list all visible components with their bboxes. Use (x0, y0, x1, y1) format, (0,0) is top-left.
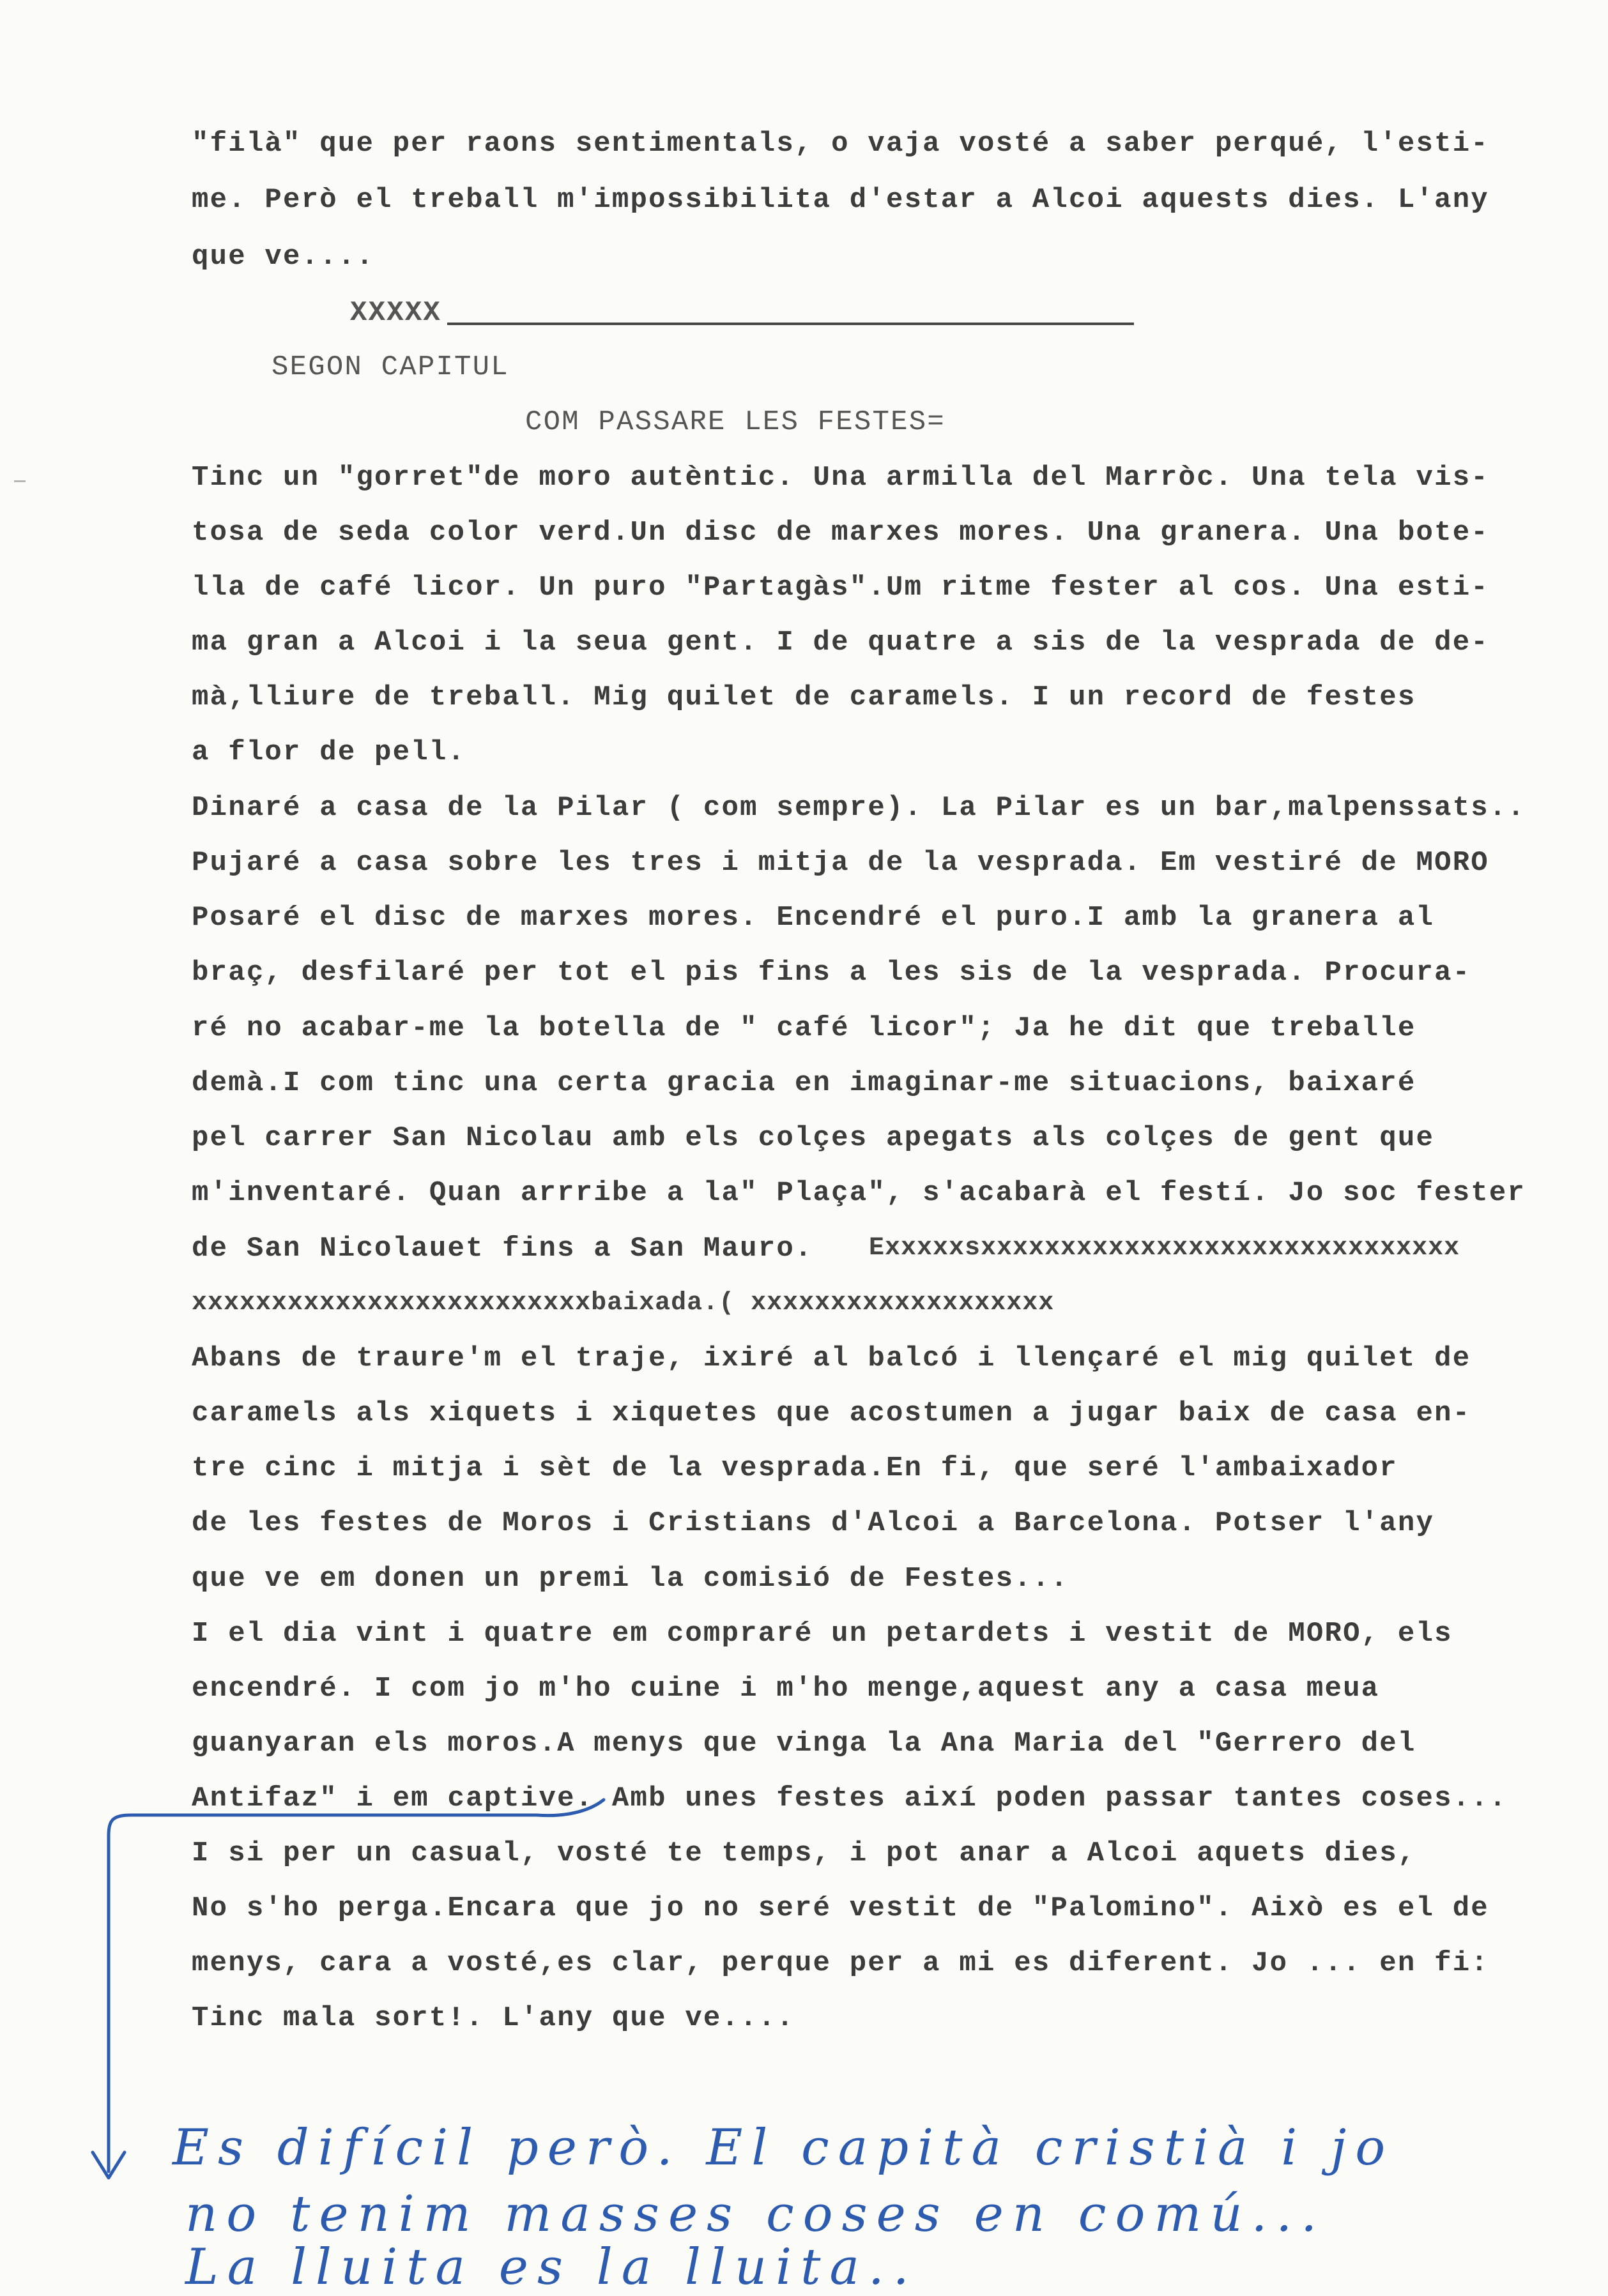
body-line: demà.I com tinc una certa gracia en imaginar-me situacions, baixaré (192, 1067, 1416, 1099)
body-line: Pujaré a casa sobre les tres i mitja de la vesprada. Em vestiré de MORO (192, 847, 1489, 879)
text-line: que ve.... (192, 241, 375, 273)
body-line: tosa de seda color verd.Un disc de marxes mores. Una granera. Una bote- (192, 517, 1489, 549)
body-line: Tinc mala sort!. L'any que ve.... (192, 2002, 795, 2034)
body-line: No s'ho perga.Encara que jo no seré vestit de "Palomino". Això es el de (192, 1892, 1489, 1924)
body-line: m'inventaré. Quan arrribe a la" Plaça", s'acabarà el festí. Jo soc fester (192, 1177, 1526, 1209)
body-line: Antifaz" i em captive. Amb unes festes així poden passar tantes coses... (192, 1783, 1508, 1814)
body-line: I el dia vint i quatre em compraré un petardets i vestit de MORO, els (192, 1618, 1453, 1650)
chapter-subtitle: COM PASSARE LES FESTES= (525, 406, 946, 438)
body-line: Tinc un "gorret"de moro autèntic. Una armilla del Marròc. Una tela vis- (192, 462, 1489, 494)
body-line: de San Nicolauet fins a San Mauro. (192, 1233, 813, 1265)
body-line: ré no acabar-me la botella de " café licor"; Ja he dit que treballe (192, 1012, 1416, 1044)
body-line: ma gran a Alcoi i la seua gent. I de quatre a sis de la vesprada de de- (192, 627, 1489, 658)
body-line: encendré. I com jo m'ho cuine i m'ho menge,aquest any a casa meua (192, 1673, 1380, 1705)
body-line: Dinaré a casa de la Pilar ( com sempre). La Pilar es un bar,malpenssats.. (192, 792, 1526, 824)
struck-out-text: Exxxxxsxxxxxxxxxxxxxxxxxxxxxxxxxxxxxx (869, 1234, 1460, 1263)
title-number: XXXXX (350, 297, 442, 329)
body-line: caramels als xiquets i xiquetes que acostumen a jugar baix de casa en- (192, 1397, 1471, 1429)
body-line: guanyaran els moros.A menys que vinga la Ana Maria del "Gerrero del (192, 1728, 1416, 1760)
body-line: Abans de traure'm el traje, ixiré al balcó i llençaré el mig quilet de (192, 1342, 1471, 1374)
body-line: menys, cara a vosté,es clar, perque per a mi es diferent. Jo ... en fi: (192, 1947, 1489, 1979)
chapter-heading: SEGON CAPITUL (272, 351, 509, 383)
body-line: I si per un casual, vosté te temps, i pot anar a Alcoi aquets dies, (192, 1837, 1416, 1869)
body-line: lla de café licor. Un puro "Partagàs".Um ritme fester al cos. Una esti- (192, 572, 1489, 604)
body-line: pel carrer San Nicolau amb els colçes apegats als colçes de gent que (192, 1122, 1435, 1154)
body-line: mà,lliure de treball. Mig quilet de caramels. I un record de festes (192, 681, 1416, 713)
body-line: tre cinc i mitja i sèt de la vesprada.En fi, que seré l'ambaixador (192, 1452, 1398, 1484)
struck-out-text: xxxxxxxxxxxxxxxxxxxxxxxxxbaixada.( xxxxxxxxxxxxxxxxxxx (192, 1289, 1055, 1318)
handwritten-note-line: no tenim masses coses en comú... (185, 2186, 1326, 2243)
body-line: braç, desfilaré per tot el pis fins a les sis de la vesprada. Procura- (192, 957, 1471, 989)
body-line: que ve em donen un premi la comisió de Festes... (192, 1563, 1069, 1595)
body-line: a flor de pell. (192, 736, 466, 768)
text-line: "filà" que per raons sentimentals, o vaja vosté a saber perqué, l'esti- (192, 128, 1489, 160)
body-line: de les festes de Moros i Cristians d'Alcoi a Barcelona. Potser l'any (192, 1507, 1435, 1539)
body-line: Posaré el disc de marxes mores. Encendré el puro.I amb la granera al (192, 902, 1435, 934)
handwritten-note-line: La lluita es la lluita.. (185, 2239, 918, 2296)
text-line: me. Però el treball m'impossibilita d'estar a Alcoi aquests dies. L'any (192, 184, 1489, 216)
handwritten-note-line: Es difícil però. El capità cristià i jo (172, 2119, 1395, 2177)
